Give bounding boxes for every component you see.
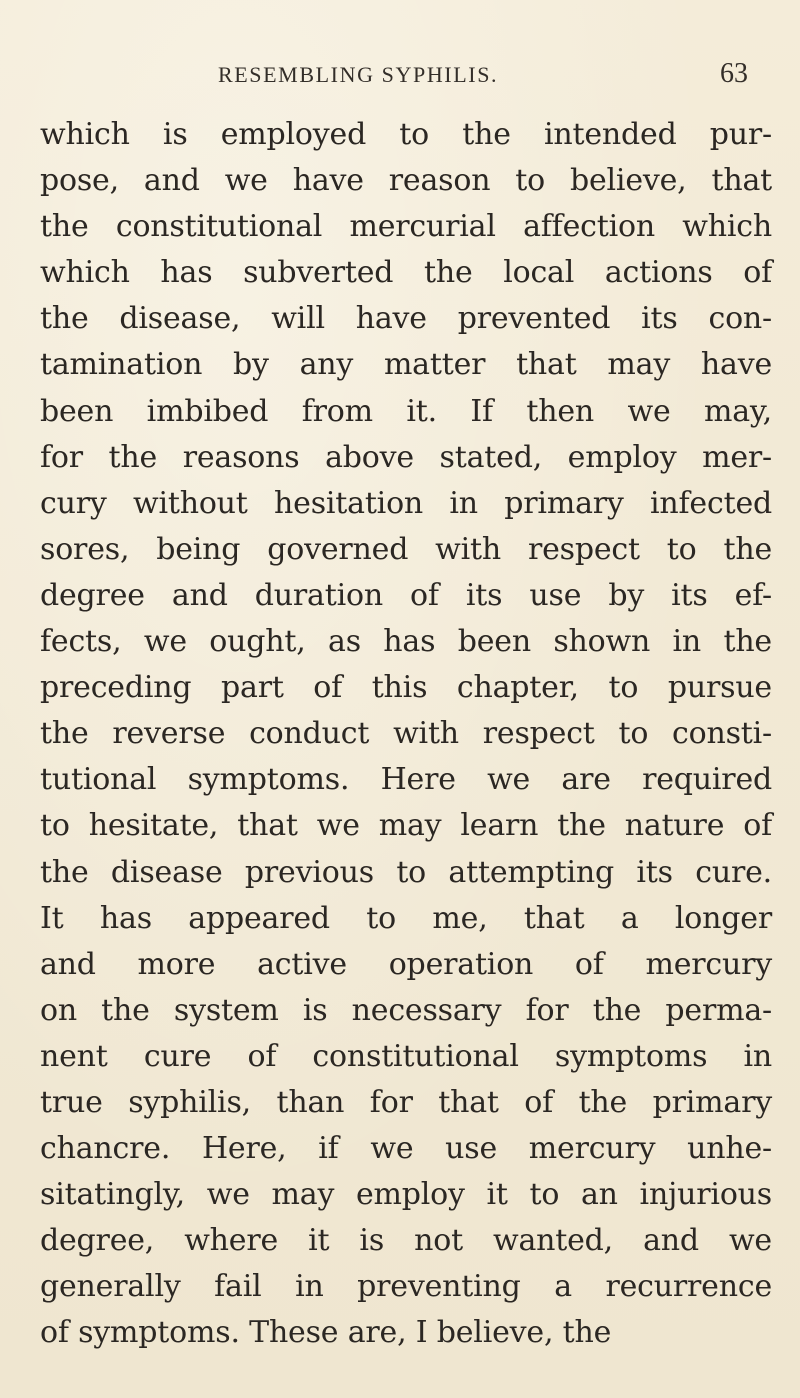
text-line: on the system is necessary for the perma- bbox=[40, 992, 772, 1028]
text-line: sitatingly, we may employ it to an injurious bbox=[40, 1177, 772, 1213]
text-line: true syphilis, than for that of the primary bbox=[40, 1084, 772, 1120]
text-line: the disease, will have prevented its con- bbox=[40, 301, 772, 337]
text-line: fects, we ought, as has been shown in the bbox=[40, 624, 772, 660]
text-line: generally fail in preventing a recurrence bbox=[40, 1269, 772, 1305]
running-title: RESEMBLING SYPHILIS. bbox=[218, 62, 499, 87]
text-line: nent cure of constitutional symptoms in bbox=[40, 1038, 772, 1074]
text-line: the disease previous to attempting its cure. bbox=[40, 854, 772, 890]
text-line: pose, and we have reason to believe, that bbox=[40, 163, 772, 199]
text-line: degree, where it is not wanted, and we bbox=[40, 1223, 772, 1259]
text-line: to hesitate, that we may learn the nature of bbox=[40, 808, 772, 844]
page-number: 63 bbox=[720, 58, 748, 89]
text-line: It has appeared to me, that a longer bbox=[40, 900, 772, 936]
text-line: preceding part of this chapter, to pursue bbox=[40, 670, 772, 706]
text-line: degree and duration of its use by its ef- bbox=[40, 577, 772, 613]
text-line: tamination by any matter that may have bbox=[40, 347, 772, 383]
text-line: of symptoms. These are, I believe, the bbox=[40, 1315, 612, 1351]
text-line: which is employed to the intended pur- bbox=[40, 117, 772, 152]
text-line: for the reasons above stated, employ mer- bbox=[40, 439, 772, 475]
text-line: which has subverted the local actions of bbox=[40, 255, 772, 291]
text-line: chancre. Here, if we use mercury unhe- bbox=[40, 1131, 772, 1167]
text-line: sores, being governed with respect to the bbox=[40, 531, 772, 567]
running-head bbox=[0, 58, 800, 98]
text-line: and more active operation of mercury bbox=[40, 946, 772, 982]
text-line: cury without hesitation in primary infected bbox=[40, 485, 772, 521]
text-line: been imbibed from it. If then we may, bbox=[40, 393, 772, 429]
text-line: the constitutional mercurial affection which bbox=[40, 209, 772, 245]
text-line: tutional symptoms. Here we are required bbox=[40, 762, 772, 798]
body-text bbox=[40, 112, 772, 1357]
text-line: the reverse conduct with respect to consti- bbox=[40, 716, 772, 752]
